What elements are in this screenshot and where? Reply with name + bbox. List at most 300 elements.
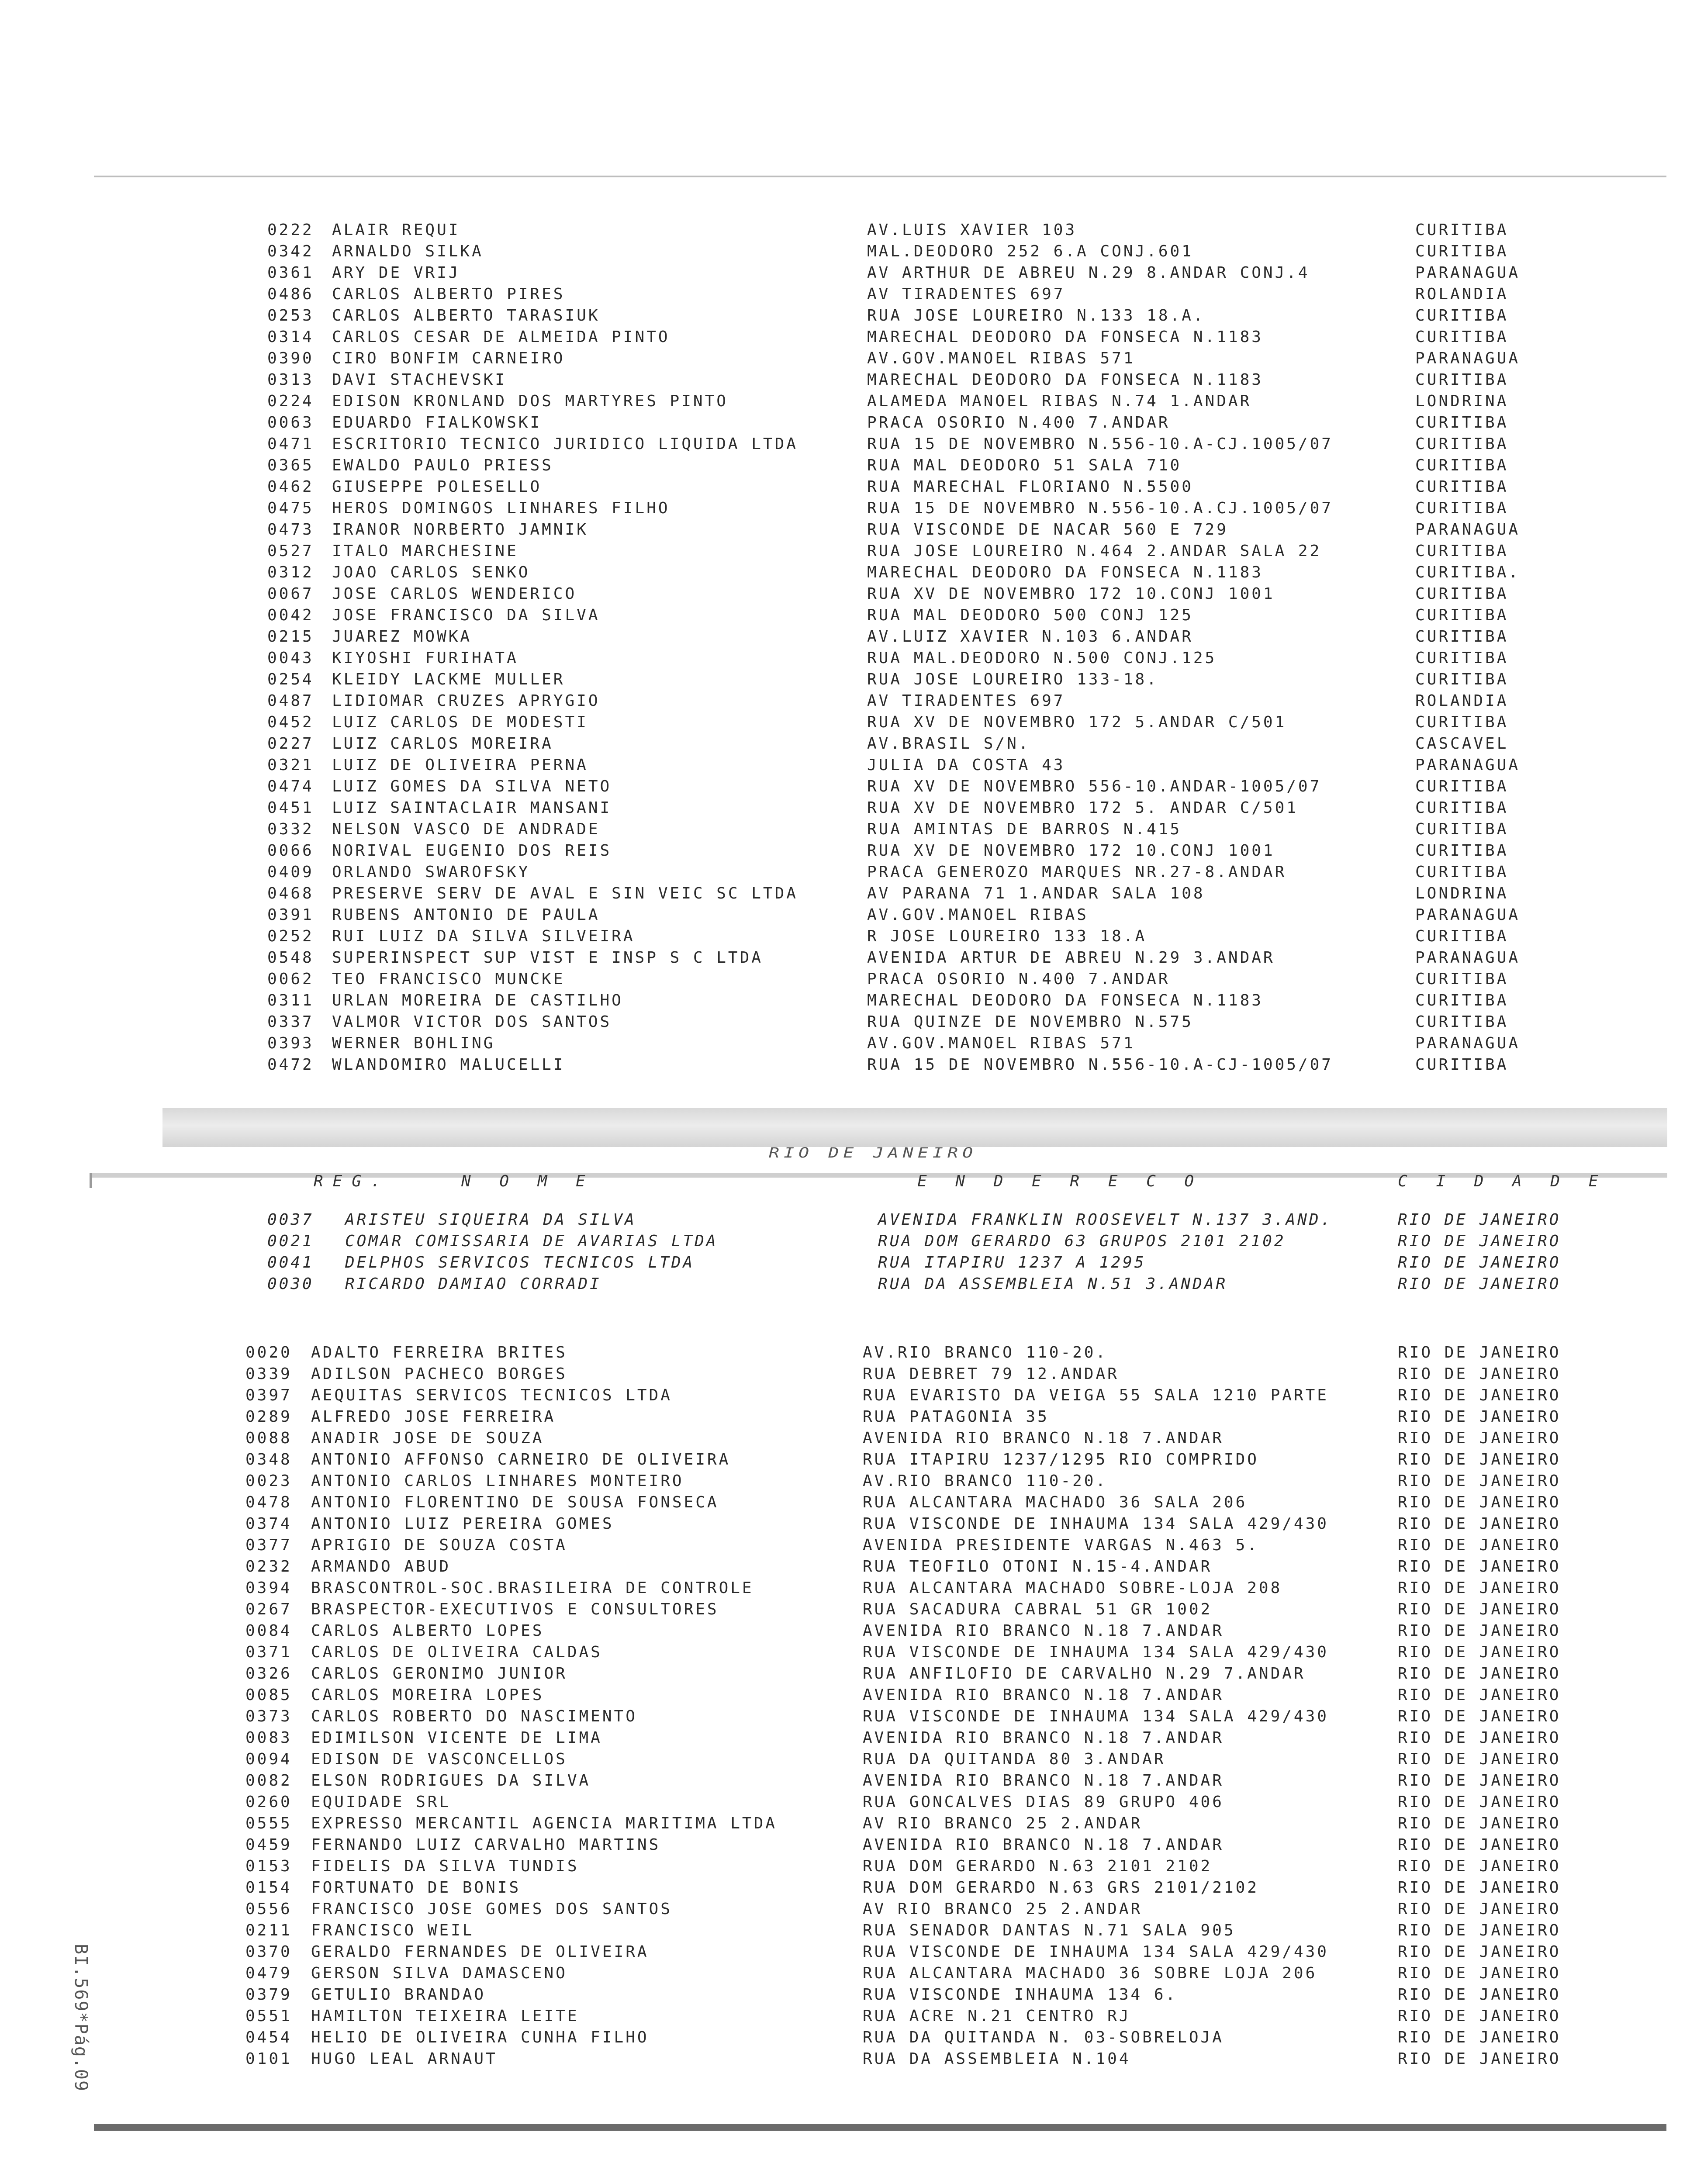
reg-cell: 0551 (245, 2007, 292, 2025)
endereco-cell: AVENIDA RIO BRANCO N.18 7.ANDAR (863, 1836, 1224, 1854)
table-row (0, 754, 1704, 776)
table-row (0, 1427, 1704, 1449)
nome-cell: AEQUITAS SERVICOS TECNICOS LTDA (311, 1386, 672, 1404)
reg-cell: 0063 (267, 414, 314, 432)
table-row (0, 1492, 1704, 1513)
endereco-cell: RUA DEBRET 79 12.ANDAR (863, 1365, 1119, 1383)
cidade-cell: RIO DE JANEIRO (1398, 2050, 1561, 2068)
table-row (0, 390, 1704, 412)
table-row (0, 540, 1704, 562)
nome-cell: FERNANDO LUIZ CARVALHO MARTINS (311, 1836, 661, 1854)
table-row (0, 1599, 1704, 1620)
endereco-cell: AV ARTHUR DE ABREU N.29 8.ANDAR CONJ.4 (867, 264, 1310, 282)
nome-cell: LUIZ DE OLIVEIRA PERNA (332, 756, 588, 774)
cidade-cell: RIO DE JANEIRO (1398, 1772, 1561, 1790)
table-row (0, 861, 1704, 883)
cidade-cell: RIO DE JANEIRO (1398, 1536, 1561, 1554)
endereco-cell: RUA DA ASSEMBLEIA N.51 3.ANDAR (878, 1275, 1228, 1293)
reg-cell: 0409 (267, 863, 314, 881)
nome-cell: HEROS DOMINGOS LINHARES FILHO (332, 499, 670, 517)
endereco-cell: RUA MAL DEODORO 51 SALA 710 (867, 456, 1182, 474)
table-row (0, 1230, 1704, 1252)
rj-company-list (0, 1209, 1704, 1295)
table-row (0, 1834, 1704, 1856)
nome-cell: CARLOS ALBERTO LOPES (311, 1622, 544, 1640)
nome-cell: ANTONIO AFFONSO CARNEIRO DE OLIVEIRA (311, 1451, 731, 1469)
column-header-nome: N O M E (461, 1172, 595, 1190)
nome-cell: EXPRESSO MERCANTIL AGENCIA MARITIMA LTDA (311, 1814, 777, 1832)
cidade-cell: PARANAGUA (1415, 1034, 1521, 1052)
reg-cell: 0312 (267, 563, 314, 581)
endereco-cell: MARECHAL DEODORO DA FONSECA N.1183 (867, 328, 1263, 346)
endereco-cell: AV.LUIS XAVIER 103 (867, 221, 1077, 239)
table-row (0, 562, 1704, 583)
nome-cell: IRANOR NORBERTO JAMNIK (332, 521, 588, 539)
endereco-cell: RUA SENADOR DANTAS N.71 SALA 905 (863, 1921, 1236, 1939)
table-row (0, 1791, 1704, 1813)
cidade-cell: CURITIBA (1415, 649, 1509, 667)
cidade-cell: CURITIBA (1415, 713, 1509, 731)
nome-cell: FORTUNATO DE BONIS (311, 1879, 521, 1897)
nome-cell: FRANCISCO WEIL (311, 1921, 474, 1939)
endereco-cell: RUA PATAGONIA 35 (863, 1408, 1049, 1426)
nome-cell: EDUARDO FIALKOWSKI (332, 414, 542, 432)
endereco-cell: MAL.DEODORO 252 6.A CONJ.601 (867, 242, 1193, 260)
nome-cell: ADALTO FERREIRA BRITES (311, 1344, 567, 1362)
cidade-cell: CURITIBA. (1415, 563, 1521, 581)
table-row (0, 1920, 1704, 1941)
cidade-cell: RIO DE JANEIRO (1398, 1814, 1561, 1832)
cidade-cell: RIO DE JANEIRO (1398, 2007, 1561, 2025)
endereco-cell: AV RIO BRANCO 25 2.ANDAR (863, 1900, 1143, 1918)
rj-registry-list (0, 1342, 1704, 2092)
cidade-cell: RIO DE JANEIRO (1398, 2028, 1561, 2046)
reg-cell: 0326 (245, 1665, 292, 1683)
nome-cell: JOSE CARLOS WENDERICO (332, 585, 577, 603)
nome-cell: LUIZ CARLOS MOREIRA (332, 735, 553, 753)
nome-cell: BRASPECTOR-EXECUTIVOS E CONSULTORES (311, 1600, 719, 1618)
endereco-cell: RUA TEOFILO OTONI N.15-4.ANDAR (863, 1558, 1213, 1576)
table-row (0, 1813, 1704, 1834)
endereco-cell: JULIA DA COSTA 43 (867, 756, 1065, 774)
cidade-cell: RIO DE JANEIRO (1398, 1921, 1561, 1939)
reg-cell: 0487 (267, 692, 314, 710)
reg-cell: 0459 (245, 1836, 292, 1854)
cidade-cell: CURITIBA (1415, 435, 1509, 453)
nome-cell: CARLOS ALBERTO TARASIUK (332, 307, 600, 325)
reg-cell: 0252 (267, 927, 314, 945)
reg-cell: 0030 (267, 1275, 314, 1293)
reg-cell: 0020 (245, 1344, 292, 1362)
endereco-cell: PRACA GENEROZO MARQUES NR.27-8.ANDAR (867, 863, 1287, 881)
table-row (0, 840, 1704, 861)
table-row (0, 369, 1704, 390)
reg-cell: 0548 (267, 949, 314, 967)
cidade-cell: PARANAGUA (1415, 264, 1521, 282)
reg-cell: 0085 (245, 1686, 292, 1704)
cidade-cell: PARANAGUA (1415, 349, 1521, 367)
table-row (0, 797, 1704, 819)
table-row (0, 947, 1704, 968)
column-header-endereco: E N D E R E C O (917, 1172, 1204, 1190)
cidade-cell: ROLANDIA (1415, 692, 1509, 710)
endereco-cell: PRACA OSORIO N.400 7.ANDAR (867, 970, 1170, 988)
reg-cell: 0555 (245, 1814, 292, 1832)
endereco-cell: RUA QUINZE DE NOVEMBRO N.575 (867, 1013, 1193, 1031)
nome-cell: HUGO LEAL ARNAUT (311, 2050, 498, 2068)
cidade-cell: CURITIBA (1415, 478, 1509, 496)
table-row (0, 819, 1704, 840)
bottom-rule (94, 2124, 1666, 2131)
reg-cell: 0253 (267, 307, 314, 325)
nome-cell: FIDELIS DA SILVA TUNDIS (311, 1857, 579, 1875)
nome-cell: ARISTEU SIQUEIRA DA SILVA (345, 1211, 636, 1229)
endereco-cell: AVENIDA FRANKLIN ROOSEVELT N.137 3.AND. (878, 1211, 1333, 1229)
reg-cell: 0062 (267, 970, 314, 988)
table-row (0, 1749, 1704, 1770)
endereco-cell: AVENIDA PRESIDENTE VARGAS N.463 5. (863, 1536, 1259, 1554)
reg-cell: 0094 (245, 1750, 292, 1768)
parana-registry-list (0, 219, 1704, 1075)
nome-cell: COMAR COMISSARIA DE AVARIAS LTDA (345, 1232, 718, 1250)
column-header-reg: REG. (314, 1172, 390, 1190)
table-row (0, 1856, 1704, 1877)
table-row (0, 926, 1704, 947)
endereco-cell: RUA XV DE NOVEMBRO 172 10.CONJ 1001 (867, 842, 1275, 860)
nome-cell: EDIMILSON VICENTE DE LIMA (311, 1729, 602, 1747)
table-row (0, 1406, 1704, 1427)
table-row (0, 476, 1704, 498)
cidade-cell: RIO DE JANEIRO (1398, 1493, 1561, 1511)
nome-cell: ITALO MARCHESINE (332, 542, 518, 560)
reg-cell: 0452 (267, 713, 314, 731)
cidade-cell: RIO DE JANEIRO (1398, 1964, 1561, 1982)
reg-cell: 0037 (267, 1211, 314, 1229)
nome-cell: NORIVAL EUGENIO DOS REIS (332, 842, 612, 860)
endereco-cell: RUA DA ASSEMBLEIA N.104 (863, 2050, 1131, 2068)
reg-cell: 0527 (267, 542, 314, 560)
cidade-cell: RIO DE JANEIRO (1398, 1365, 1561, 1383)
cidade-cell: RIO DE JANEIRO (1398, 1707, 1561, 1725)
nome-cell: CARLOS ALBERTO PIRES (332, 285, 565, 303)
table-row (0, 1898, 1704, 1920)
reg-cell: 0084 (245, 1622, 292, 1640)
nome-cell: ESCRITORIO TECNICO JURIDICO LIQUIDA LTDA (332, 435, 798, 453)
reg-cell: 0083 (245, 1729, 292, 1747)
table-row (0, 241, 1704, 262)
table-row (0, 283, 1704, 305)
reg-cell: 0479 (245, 1964, 292, 1982)
cidade-cell: CURITIBA (1415, 1013, 1509, 1031)
reg-cell: 0556 (245, 1900, 292, 1918)
endereco-cell: AV TIRADENTES 697 (867, 692, 1065, 710)
table-row (0, 1470, 1704, 1492)
reg-cell: 0215 (267, 628, 314, 646)
cidade-cell: RIO DE JANEIRO (1398, 1900, 1561, 1918)
table-row (0, 1663, 1704, 1684)
nome-cell: SUPERINSPECT SUP VIST E INSP S C LTDA (332, 949, 763, 967)
table-row (0, 1963, 1704, 1984)
table-row (0, 1941, 1704, 1963)
nome-cell: EDISON DE VASCONCELLOS (311, 1750, 567, 1768)
page-fold-band (162, 1108, 1667, 1147)
reg-cell: 0462 (267, 478, 314, 496)
endereco-cell: AVENIDA ARTUR DE ABREU N.29 3.ANDAR (867, 949, 1275, 967)
reg-cell: 0254 (267, 670, 314, 688)
reg-cell: 0289 (245, 1408, 292, 1426)
table-row (0, 1727, 1704, 1749)
table-row (0, 1033, 1704, 1054)
nome-cell: JUAREZ MOWKA (332, 628, 472, 646)
reg-cell: 0474 (267, 778, 314, 795)
cidade-cell: CURITIBA (1415, 242, 1509, 260)
endereco-cell: AV TIRADENTES 697 (867, 285, 1065, 303)
reg-cell: 0041 (267, 1254, 314, 1272)
cidade-cell: CURITIBA (1415, 371, 1509, 389)
cidade-cell: CURITIBA (1415, 456, 1509, 474)
reg-cell: 0222 (267, 221, 314, 239)
reg-cell: 0371 (245, 1643, 292, 1661)
table-row (0, 1385, 1704, 1406)
cidade-cell: RIO DE JANEIRO (1398, 1344, 1561, 1362)
endereco-cell: AVENIDA RIO BRANCO N.18 7.ANDAR (863, 1622, 1224, 1640)
cidade-cell: RIO DE JANEIRO (1398, 1472, 1561, 1490)
endereco-cell: RUA MARECHAL FLORIANO N.5500 (867, 478, 1193, 496)
reg-cell: 0224 (267, 392, 314, 410)
reg-cell: 0365 (267, 456, 314, 474)
endereco-cell: RUA XV DE NOVEMBRO 556-10.ANDAR-1005/07 (867, 778, 1322, 795)
table-row (0, 583, 1704, 605)
cidade-cell: RIO DE JANEIRO (1398, 1857, 1561, 1875)
table-row (0, 1577, 1704, 1599)
reg-cell: 0473 (267, 521, 314, 539)
table-row (0, 1641, 1704, 1663)
column-header-cidade: C I D A D E (1398, 1172, 1608, 1190)
reg-cell: 0472 (267, 1056, 314, 1074)
endereco-cell: AVENIDA RIO BRANCO N.18 7.ANDAR (863, 1729, 1224, 1747)
endereco-cell: RUA MAL.DEODORO N.500 CONJ.125 (867, 649, 1217, 667)
cidade-cell: RIO DE JANEIRO (1398, 1836, 1561, 1854)
reg-cell: 0313 (267, 371, 314, 389)
endereco-cell: RUA JOSE LOUREIRO N.133 18.A. (867, 307, 1205, 325)
reg-cell: 0471 (267, 435, 314, 453)
reg-cell: 0082 (245, 1772, 292, 1790)
reg-cell: 0232 (245, 1558, 292, 1576)
endereco-cell: RUA VISCONDE DE INHAUMA 134 SALA 429/430 (863, 1643, 1329, 1661)
endereco-cell: RUA DOM GERARDO 63 GRUPOS 2101 2102 (878, 1232, 1286, 1250)
reg-cell: 0332 (267, 820, 314, 838)
nome-cell: ANTONIO LUIZ PEREIRA GOMES (311, 1515, 614, 1533)
endereco-cell: RUA 15 DE NOVEMBRO N.556-10.A-CJ-1005/07 (867, 1056, 1333, 1074)
cidade-cell: ROLANDIA (1415, 285, 1509, 303)
cidade-cell: CURITIBA (1415, 221, 1509, 239)
table-row (0, 412, 1704, 433)
reg-cell: 0154 (245, 1879, 292, 1897)
fold-edge-mark (90, 1173, 92, 1188)
cidade-cell: PARANAGUA (1415, 906, 1521, 924)
nome-cell: KLEIDY LACKME MULLER (332, 670, 565, 688)
page-note: BI.569*Pág.09 (71, 1944, 91, 2092)
reg-cell: 0321 (267, 756, 314, 774)
reg-cell: 0339 (245, 1365, 292, 1383)
table-row (0, 1984, 1704, 2005)
endereco-cell: RUA GONCALVES DIAS 89 GRUPO 406 (863, 1793, 1224, 1811)
cidade-cell: LONDRINA (1415, 392, 1509, 410)
nome-cell: URLAN MOREIRA DE CASTILHO (332, 992, 623, 1009)
nome-cell: RUBENS ANTONIO DE PAULA (332, 906, 600, 924)
reg-cell: 0023 (245, 1472, 292, 1490)
table-row (0, 1620, 1704, 1641)
table-row (0, 1534, 1704, 1556)
endereco-cell: PRACA OSORIO N.400 7.ANDAR (867, 414, 1170, 432)
table-row (0, 1054, 1704, 1075)
cidade-cell: CURITIBA (1415, 799, 1509, 817)
nome-cell: ARY DE VRIJ (332, 264, 460, 282)
reg-cell: 0390 (267, 349, 314, 367)
table-row (0, 1513, 1704, 1534)
endereco-cell: RUA ITAPIRU 1237 A 1295 (878, 1254, 1146, 1272)
cidade-cell: RIO DE JANEIRO (1398, 1429, 1561, 1447)
endereco-cell: AV PARANA 71 1.ANDAR SALA 108 (867, 885, 1205, 902)
endereco-cell: ALAMEDA MANOEL RIBAS N.74 1.ANDAR (867, 392, 1252, 410)
nome-cell: ANTONIO CARLOS LINHARES MONTEIRO (311, 1472, 684, 1490)
nome-cell: HELIO DE OLIVEIRA CUNHA FILHO (311, 2028, 649, 2046)
table-row (0, 990, 1704, 1011)
cidade-cell: RIO DE JANEIRO (1398, 1986, 1561, 2004)
nome-cell: EDISON KRONLAND DOS MARTYRES PINTO (332, 392, 728, 410)
nome-cell: WERNER BOHLING (332, 1034, 495, 1052)
table-row (0, 219, 1704, 241)
table-row (0, 1706, 1704, 1727)
table-row (0, 348, 1704, 369)
endereco-cell: RUA EVARISTO DA VEIGA 55 SALA 1210 PARTE (863, 1386, 1329, 1404)
reg-cell: 0377 (245, 1536, 292, 1554)
endereco-cell: MARECHAL DEODORO DA FONSECA N.1183 (867, 992, 1263, 1009)
cidade-cell: CURITIBA (1415, 499, 1509, 517)
reg-cell: 0211 (245, 1921, 292, 1939)
nome-cell: TEO FRANCISCO MUNCKE (332, 970, 565, 988)
cidade-cell: CURITIBA (1415, 820, 1509, 838)
reg-cell: 0478 (245, 1493, 292, 1511)
table-row (0, 2005, 1704, 2027)
reg-cell: 0043 (267, 649, 314, 667)
nome-cell: ORLANDO SWAROFSKY (332, 863, 530, 881)
nome-cell: HAMILTON TEIXEIRA LEITE (311, 2007, 579, 2025)
reg-cell: 0311 (267, 992, 314, 1009)
nome-cell: ARMANDO ABUD (311, 1558, 451, 1576)
reg-cell: 0021 (267, 1232, 314, 1250)
endereco-cell: RUA VISCONDE DE INHAUMA 134 SALA 429/430 (863, 1943, 1329, 1961)
reg-cell: 0451 (267, 799, 314, 817)
table-row (0, 904, 1704, 926)
endereco-cell: RUA DOM GERARDO N.63 GRS 2101/2102 (863, 1879, 1259, 1897)
endereco-cell: RUA JOSE LOUREIRO N.464 2.ANDAR SALA 22 (867, 542, 1322, 560)
reg-cell: 0260 (245, 1793, 292, 1811)
cidade-cell: PARANAGUA (1415, 949, 1521, 967)
nome-cell: EWALDO PAULO PRIESS (332, 456, 553, 474)
endereco-cell: RUA VISCONDE DE INHAUMA 134 SALA 429/430 (863, 1515, 1329, 1533)
endereco-cell: RUA 15 DE NOVEMBRO N.556-10.A-CJ.1005/07 (867, 435, 1333, 453)
nome-cell: LIDIOMAR CRUZES APRYGIO (332, 692, 600, 710)
table-row (0, 455, 1704, 476)
endereco-cell: R JOSE LOUREIRO 133 18.A (867, 927, 1147, 945)
reg-cell: 0153 (245, 1857, 292, 1875)
reg-cell: 0088 (245, 1429, 292, 1447)
nome-cell: CARLOS GERONIMO JUNIOR (311, 1665, 567, 1683)
reg-cell: 0454 (245, 2028, 292, 2046)
endereco-cell: RUA ALCANTARA MACHADO 36 SALA 206 (863, 1493, 1248, 1511)
endereco-cell: AV.GOV.MANOEL RIBAS 571 (867, 1034, 1135, 1052)
endereco-cell: RUA ALCANTARA MACHADO 36 SOBRE LOJA 206 (863, 1964, 1317, 1982)
nome-cell: FRANCISCO JOSE GOMES DOS SANTOS (311, 1900, 672, 1918)
reg-cell: 0066 (267, 842, 314, 860)
reg-cell: 0267 (245, 1600, 292, 1618)
endereco-cell: RUA VISCONDE DE INHAUMA 134 SALA 429/430 (863, 1707, 1329, 1725)
table-row (0, 712, 1704, 733)
endereco-cell: AVENIDA RIO BRANCO N.18 7.ANDAR (863, 1429, 1224, 1447)
nome-cell: GERALDO FERNANDES DE OLIVEIRA (311, 1943, 649, 1961)
endereco-cell: RUA SACADURA CABRAL 51 GR 1002 (863, 1600, 1213, 1618)
nome-cell: ALFREDO JOSE FERREIRA (311, 1408, 556, 1426)
table-row (0, 968, 1704, 990)
endereco-cell: MARECHAL DEODORO DA FONSECA N.1183 (867, 371, 1263, 389)
endereco-cell: RUA VISCONDE INHAUMA 134 6. (863, 1986, 1178, 2004)
nome-cell: JOSE FRANCISCO DA SILVA (332, 606, 600, 624)
table-row (0, 498, 1704, 519)
table-row (0, 669, 1704, 690)
cidade-cell: RIO DE JANEIRO (1398, 1750, 1561, 1768)
nome-cell: RICARDO DAMIAO CORRADI (345, 1275, 601, 1293)
nome-cell: CARLOS MOREIRA LOPES (311, 1686, 544, 1704)
nome-cell: GETULIO BRANDAO (311, 1986, 486, 2004)
nome-cell: CARLOS ROBERTO DO NASCIMENTO (311, 1707, 637, 1725)
table-row (0, 1684, 1704, 1706)
nome-cell: ANADIR JOSE DE SOUZA (311, 1429, 544, 1447)
reg-cell: 0486 (267, 285, 314, 303)
nome-cell: LUIZ CARLOS DE MODESTI (332, 713, 588, 731)
cidade-cell: CURITIBA (1415, 606, 1509, 624)
endereco-cell: AVENIDA RIO BRANCO N.18 7.ANDAR (863, 1772, 1224, 1790)
table-row (0, 690, 1704, 712)
nome-cell: DAVI STACHEVSKI (332, 371, 507, 389)
reg-cell: 0379 (245, 1986, 292, 2004)
table-row (0, 2048, 1704, 2070)
table-row (0, 1449, 1704, 1470)
cidade-cell: CURITIBA (1415, 970, 1509, 988)
top-rule (94, 176, 1666, 177)
nome-cell: VALMOR VICTOR DOS SANTOS (332, 1013, 612, 1031)
cidade-cell: RIO DE JANEIRO (1398, 1943, 1561, 1961)
endereco-cell: AV.GOV.MANOEL RIBAS (867, 906, 1089, 924)
nome-cell: ADILSON PACHECO BORGES (311, 1365, 567, 1383)
reg-cell: 0374 (245, 1515, 292, 1533)
table-row (0, 647, 1704, 669)
reg-cell: 0370 (245, 1943, 292, 1961)
cidade-cell: RIO DE JANEIRO (1398, 1600, 1561, 1618)
endereco-cell: RUA ALCANTARA MACHADO SOBRE-LOJA 208 (863, 1579, 1282, 1597)
table-row (0, 326, 1704, 348)
nome-cell: CIRO BONFIM CARNEIRO (332, 349, 565, 367)
cidade-cell: CURITIBA (1415, 414, 1509, 432)
cidade-cell: CURITIBA (1415, 628, 1509, 646)
nome-cell: PRESERVE SERV DE AVAL E SIN VEIC SC LTDA (332, 885, 798, 902)
endereco-cell: RUA XV DE NOVEMBRO 172 10.CONJ 1001 (867, 585, 1275, 603)
endereco-cell: RUA ACRE N.21 CENTRO RJ (863, 2007, 1131, 2025)
cidade-cell: RIO DE JANEIRO (1398, 1408, 1561, 1426)
nome-cell: CARLOS CESAR DE ALMEIDA PINTO (332, 328, 670, 346)
nome-cell: GIUSEPPE POLESELLO (332, 478, 542, 496)
endereco-cell: RUA JOSE LOUREIRO 133-18. (867, 670, 1158, 688)
